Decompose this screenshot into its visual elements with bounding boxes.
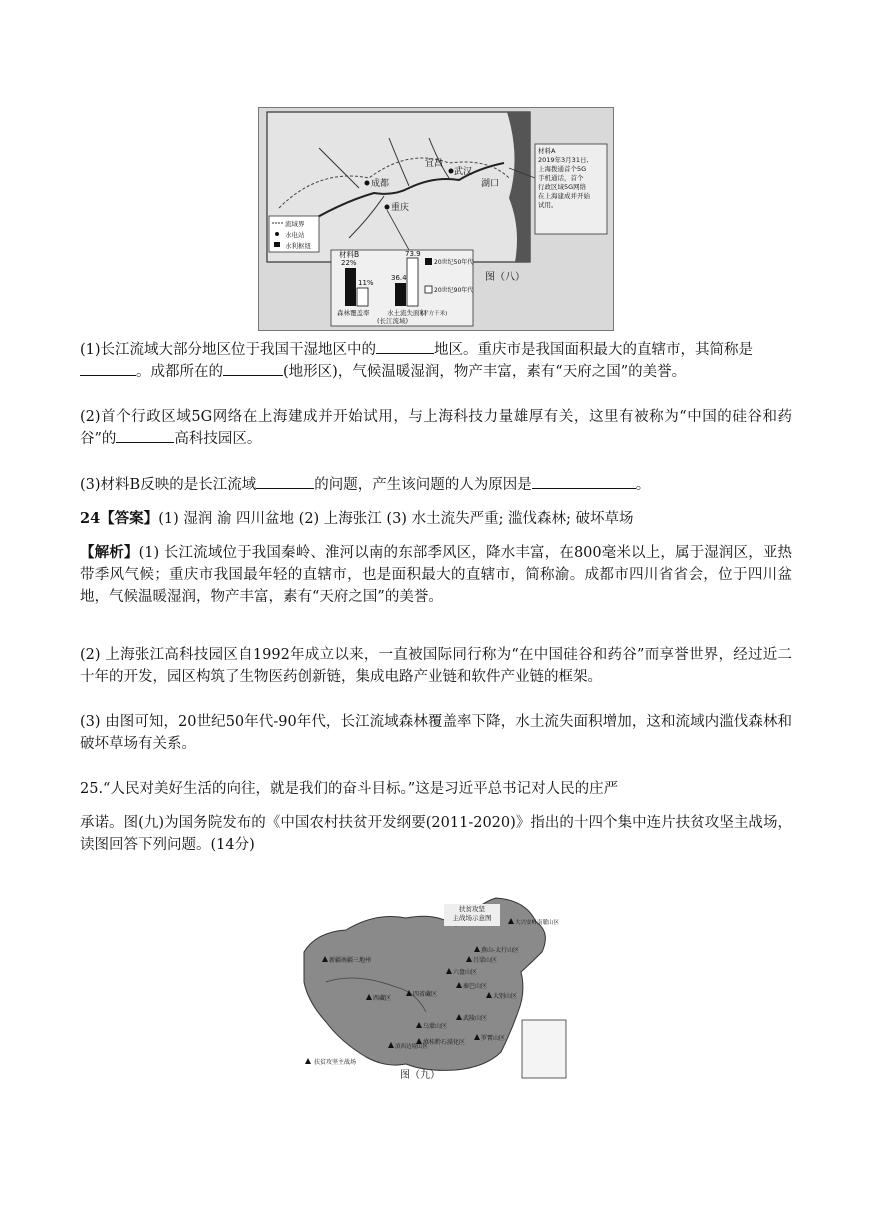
analysis-text-3: (3) 由图可知，20世纪50年代-90年代，长江流域森林覆盖率下降，水土流失面积增加，这和流域内滥伐森林和破坏草场有关系。: [80, 714, 792, 752]
q25-text-2: 承诺。图(九)为国务院发布的《中国农村扶贫开发纲要(2011-2020)》指出的十四个集中连片扶贫攻坚主战场，读图回答下列问题。(14分): [80, 815, 792, 853]
question-3: [80, 474, 792, 496]
region-label: 大兴安岭南麓山区: [515, 920, 560, 926]
map-title: 扶贫攻坚 主战场示意图: [452, 905, 492, 922]
legend-dot: [275, 232, 279, 236]
bar-label: 11%: [358, 279, 374, 287]
q3-blank-1[interactable]: [256, 474, 314, 489]
region-label: 乌蒙山区: [423, 1023, 448, 1030]
analysis-3: [80, 711, 792, 755]
group-label-forest: 森林覆盖率: [337, 309, 370, 317]
region-label: 罗霄山区: [481, 1035, 506, 1042]
q1-blank-2[interactable]: [80, 361, 136, 376]
q2-blank-1[interactable]: [116, 428, 174, 443]
city-chengdu: 成都: [371, 179, 390, 189]
bar-label: 36.4: [391, 274, 407, 282]
figure-9: [296, 892, 574, 1090]
map-legend: 扶贫攻坚主战场: [314, 1059, 357, 1066]
q3-text-3: 。: [635, 477, 651, 493]
bar-erosion-1990s: [407, 258, 418, 306]
figure-8-caption: 图（八）: [485, 272, 525, 283]
region-label: 四省藏区: [413, 991, 438, 998]
question-25-line-2: [80, 812, 792, 856]
region-label: 滇西边境山区: [395, 1044, 429, 1050]
figure-9-caption: 图（九）: [400, 1070, 440, 1081]
question-2: [80, 406, 792, 450]
q1-text-2: 地区。重庆市是我国面积最大的直辖市，其简称是: [434, 342, 754, 358]
legend-boundary: 流域界: [285, 220, 305, 228]
q1-text-1: (1)长江流域大部分地区位于我国干湿地区中的: [80, 342, 377, 358]
answer-label: 24【答案】: [80, 510, 159, 527]
q1-blank-3[interactable]: [223, 361, 283, 376]
region-label: 新疆南疆三地州: [329, 957, 372, 964]
city-dot: [385, 205, 390, 210]
q3-text-2: 的问题，产生该问题的人为原因是: [314, 477, 532, 493]
q3-text-1: (3)材料B反映的是长江流域: [80, 477, 257, 493]
city-wuhan: 武汉: [454, 167, 473, 177]
legend-hydro: 水电站: [285, 231, 305, 239]
yangtze-map-svg: [259, 108, 613, 330]
q3-blank-2[interactable]: [532, 474, 636, 489]
region-label: 燕山-太行山区: [481, 947, 520, 954]
south-sea-inset: [522, 1020, 566, 1078]
city-hukou: 湖口: [481, 179, 500, 189]
region-label: 西藏区: [373, 995, 392, 1002]
poverty-map-svg: [296, 892, 574, 1090]
question-25-line-1: [80, 778, 792, 800]
legend-triangle: [305, 1058, 311, 1064]
analysis-1: [80, 542, 792, 608]
q1-text-3: 。成都所在的: [136, 364, 223, 380]
q2-text-2: 高科技园区。: [174, 431, 262, 447]
region-label: 滇桂黔石漠化区: [423, 1039, 466, 1046]
bar-forest-1990s: [357, 288, 368, 306]
legend-1990s-swatch: [425, 286, 432, 293]
region-label: 吕梁山区: [473, 957, 498, 964]
region-label: 六盘山区: [453, 969, 478, 976]
analysis-2: [80, 644, 792, 688]
legend-square: [274, 242, 280, 247]
q1-blank-1[interactable]: [376, 339, 434, 354]
bar-forest-1950s: [345, 268, 356, 306]
analysis-text-1: (1) 长江流域位于我国秦岭、淮河以南的东部季风区，降水丰富，在800毫米以上，属于湿润区，亚热带季风气候；重庆市我国最年轻的直辖市，也是面积最大的直辖市，简称渝。成都市四川省省会，位于四川盆地，气候温暖湿润，物产丰富，素有“天府之国”的美誉。: [80, 545, 793, 605]
bar-label: 22%: [341, 259, 357, 267]
city-yichang: 宜昌: [425, 159, 444, 169]
group-label-erosion: 水土流失面积: [387, 309, 426, 317]
material-b-title: 材料B: [339, 250, 360, 259]
bar-erosion-1950s: [395, 283, 406, 306]
group-unit: (平方千米): [421, 311, 448, 317]
analysis-text-2: (2) 上海张江高科技园区自1992年成立以来，一直被国际同行称为“在中国硅谷和药谷”而享誉世界，经过近二十年的开发，园区构筑了生物医药创新链，集成电路产业链和软件产业链的框架。: [80, 647, 792, 685]
question-1: [80, 339, 792, 383]
legend-1950s: 20世纪50年代: [434, 259, 474, 266]
city-chongqing: 重庆: [391, 203, 410, 213]
legend-1950s-swatch: [425, 258, 432, 265]
city-dot: [365, 181, 370, 186]
analysis-label: 【解析】: [80, 544, 139, 561]
figure-8: [258, 107, 614, 331]
answer-24: [80, 508, 792, 530]
city-dot: [449, 169, 454, 174]
answer-text: (1) 湿润 渝 四川盆地 (2) 上海张江 (3) 水土流失严重; 滥伐森林; 破坏草场: [158, 511, 634, 527]
region-label: 秦巴山区: [463, 983, 488, 990]
region-label: 武陵山区: [463, 1015, 488, 1022]
q2-text-1: (2)首个行政区域5G网络在上海建成并开始试用，与上海科技力量雄厚有关，这里有被称为“中国的硅谷和药谷”的: [80, 409, 792, 447]
q25-text-1: 25.“人民对美好生活的向往，就是我们的奋斗目标。”这是习近平总书记对人民的庄严: [80, 781, 619, 797]
bar-label: 73.9: [405, 250, 421, 258]
q1-text-4: (地形区)，气候温暖湿润，物产丰富，素有“天府之国”的美誉。: [283, 364, 687, 380]
legend-dam: 水利枢纽: [285, 242, 311, 250]
material-a-text: 材料A 2019年3月31日, 上海拨通首个5G 手机通话，首个 行政区域5G网络 在上海建成并开始 试用。: [538, 147, 590, 209]
region-label: 大别山区: [493, 993, 518, 1000]
material-b-footer: (长江流域): [377, 317, 409, 325]
legend-1990s: 20世纪90年代: [434, 287, 474, 294]
